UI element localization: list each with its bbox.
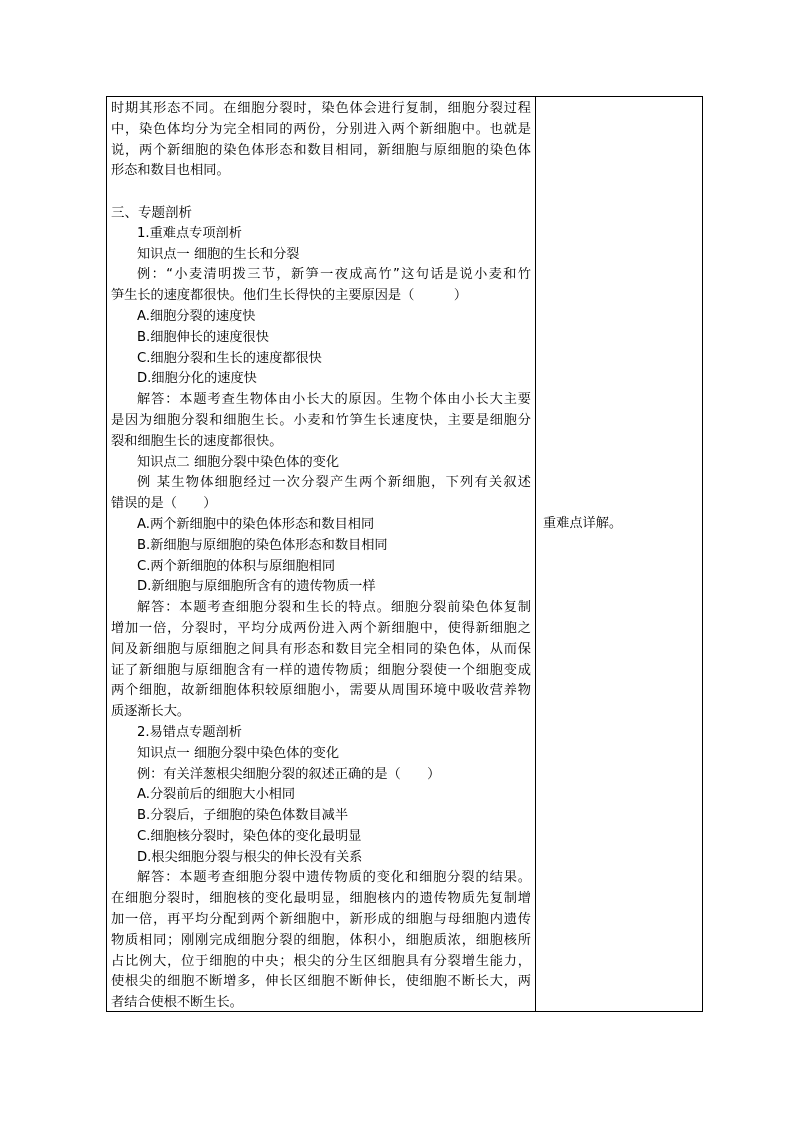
text-line: 间及新细胞与原细胞之间具有形态和数目完全相同的染色体，从而保 — [111, 641, 531, 657]
text-line: 说，两个新细胞的染色体形态和数目相同，新细胞与原细胞的染色体 — [111, 142, 531, 158]
text-line: 知识点一 细胞的生长和分裂 — [137, 246, 300, 262]
text-line: 证了新细胞与原细胞含有一样的遗传物质；细胞分裂使一个细胞变成 — [111, 662, 531, 678]
text-line: 例 某生物体细胞经过一次分裂产生两个新细胞，下列有关叙述 — [137, 475, 531, 491]
text-line: C.细胞核分裂时，染色体的变化最明显 — [137, 828, 362, 844]
text-line: 时期其形态不同。在细胞分裂时，染色体会进行复制，细胞分裂过程 — [111, 101, 531, 116]
text-line: 中，染色体均分为完全相同的两份，分别进入两个新细胞中。也就是 — [111, 121, 531, 137]
text-line: 三、专题剖析 — [111, 204, 192, 221]
text-line: 质逐渐长大。 — [111, 704, 191, 720]
text-line: D.根尖细胞分裂与根尖的伸长没有关系 — [137, 849, 363, 865]
text-line: 1.重难点专项剖析 — [137, 225, 242, 241]
text-line: 加一倍，再平均分配到两个新细胞中，新形成的细胞与母细胞内遗传 — [111, 912, 531, 928]
text-line: B.细胞伸长的速度很快 — [137, 329, 269, 345]
text-line: 解答：本题考查细胞分裂中遗传物质的变化和细胞分裂的结果。 — [137, 870, 531, 886]
text-line: 物质相同；刚刚完成细胞分裂的细胞，体积小，细胞质浓，细胞核所 — [111, 932, 531, 948]
text-line: 使根尖的细胞不断增多，伸长区细胞不断伸长，使细胞不断长大，两 — [111, 974, 531, 990]
text-line: A.分裂前后的细胞大小相同 — [137, 787, 296, 803]
text-line: 增加一倍，分裂时，平均分成两份进入两个新细胞中，使得新细胞之 — [111, 620, 531, 636]
text-line: 例：“小麦清明拨三节，新笋一夜成高竹”这句话是说小麦和竹 — [137, 267, 531, 283]
text-line: 知识点二 细胞分裂中染色体的变化 — [137, 454, 340, 470]
text-line: 两个细胞，故新细胞体积较原细胞小，需要从周围环境中吸收营养物 — [111, 683, 531, 699]
text-line: 解答：本题考查生物体由小长大的原因。生物个体由小长大主要 — [137, 392, 531, 408]
text-line: 2.易错点专题剖析 — [137, 724, 242, 740]
text-line: B.分裂后，子细胞的染色体数目减半 — [137, 808, 349, 824]
text-line: 是因为细胞分裂和细胞生长。小麦和竹笋生长速度快，主要是细胞分 — [111, 412, 531, 428]
text-line: 例：有关洋葱根尖细胞分裂的叙述正确的是（ ） — [137, 766, 441, 782]
text-line: 形态和数目也相同。 — [111, 163, 230, 179]
text-line: 错误的是（ ） — [111, 496, 217, 512]
text-line: C.两个新细胞的体积与原细胞相同 — [137, 558, 336, 574]
note-cell: 重难点详解。 — [543, 516, 623, 531]
text-line: 者结合使根不断生长。 — [111, 995, 243, 1011]
text-line: A.两个新细胞中的染色体形态和数目相同 — [137, 516, 375, 532]
text-line: D.新细胞与原细胞所含有的遗传物质一样 — [137, 579, 376, 595]
column-divider — [535, 97, 536, 1011]
text-line: 解答：本题考查细胞分裂和生长的特点。细胞分裂前染色体复制 — [137, 600, 531, 616]
lesson-table — [106, 96, 703, 1012]
text-line: 知识点一 细胞分裂中染色体的变化 — [137, 745, 340, 761]
text-line: 裂和细胞生长的速度都很快。 — [111, 433, 283, 449]
text-line: D.细胞分化的速度快 — [137, 371, 257, 387]
text-line: 笋生长的速度都很快。他们生长得快的主要原因是（ ） — [111, 288, 468, 304]
text-line: C.细胞分裂和生长的速度都很快 — [137, 350, 322, 366]
text-line: 占比例大，位于细胞的中央；根尖的分生区细胞具有分裂增生能力， — [111, 953, 531, 969]
content-cell — [111, 99, 531, 1014]
text-line: B.新细胞与原细胞的染色体形态和数目相同 — [137, 537, 388, 553]
blank-line — [111, 182, 531, 203]
text-line: 在细胞分裂时，细胞核的变化最明显，细胞核内的遗传物质先复制增 — [111, 891, 531, 907]
text-line: A.细胞分裂的速度快 — [137, 308, 256, 324]
